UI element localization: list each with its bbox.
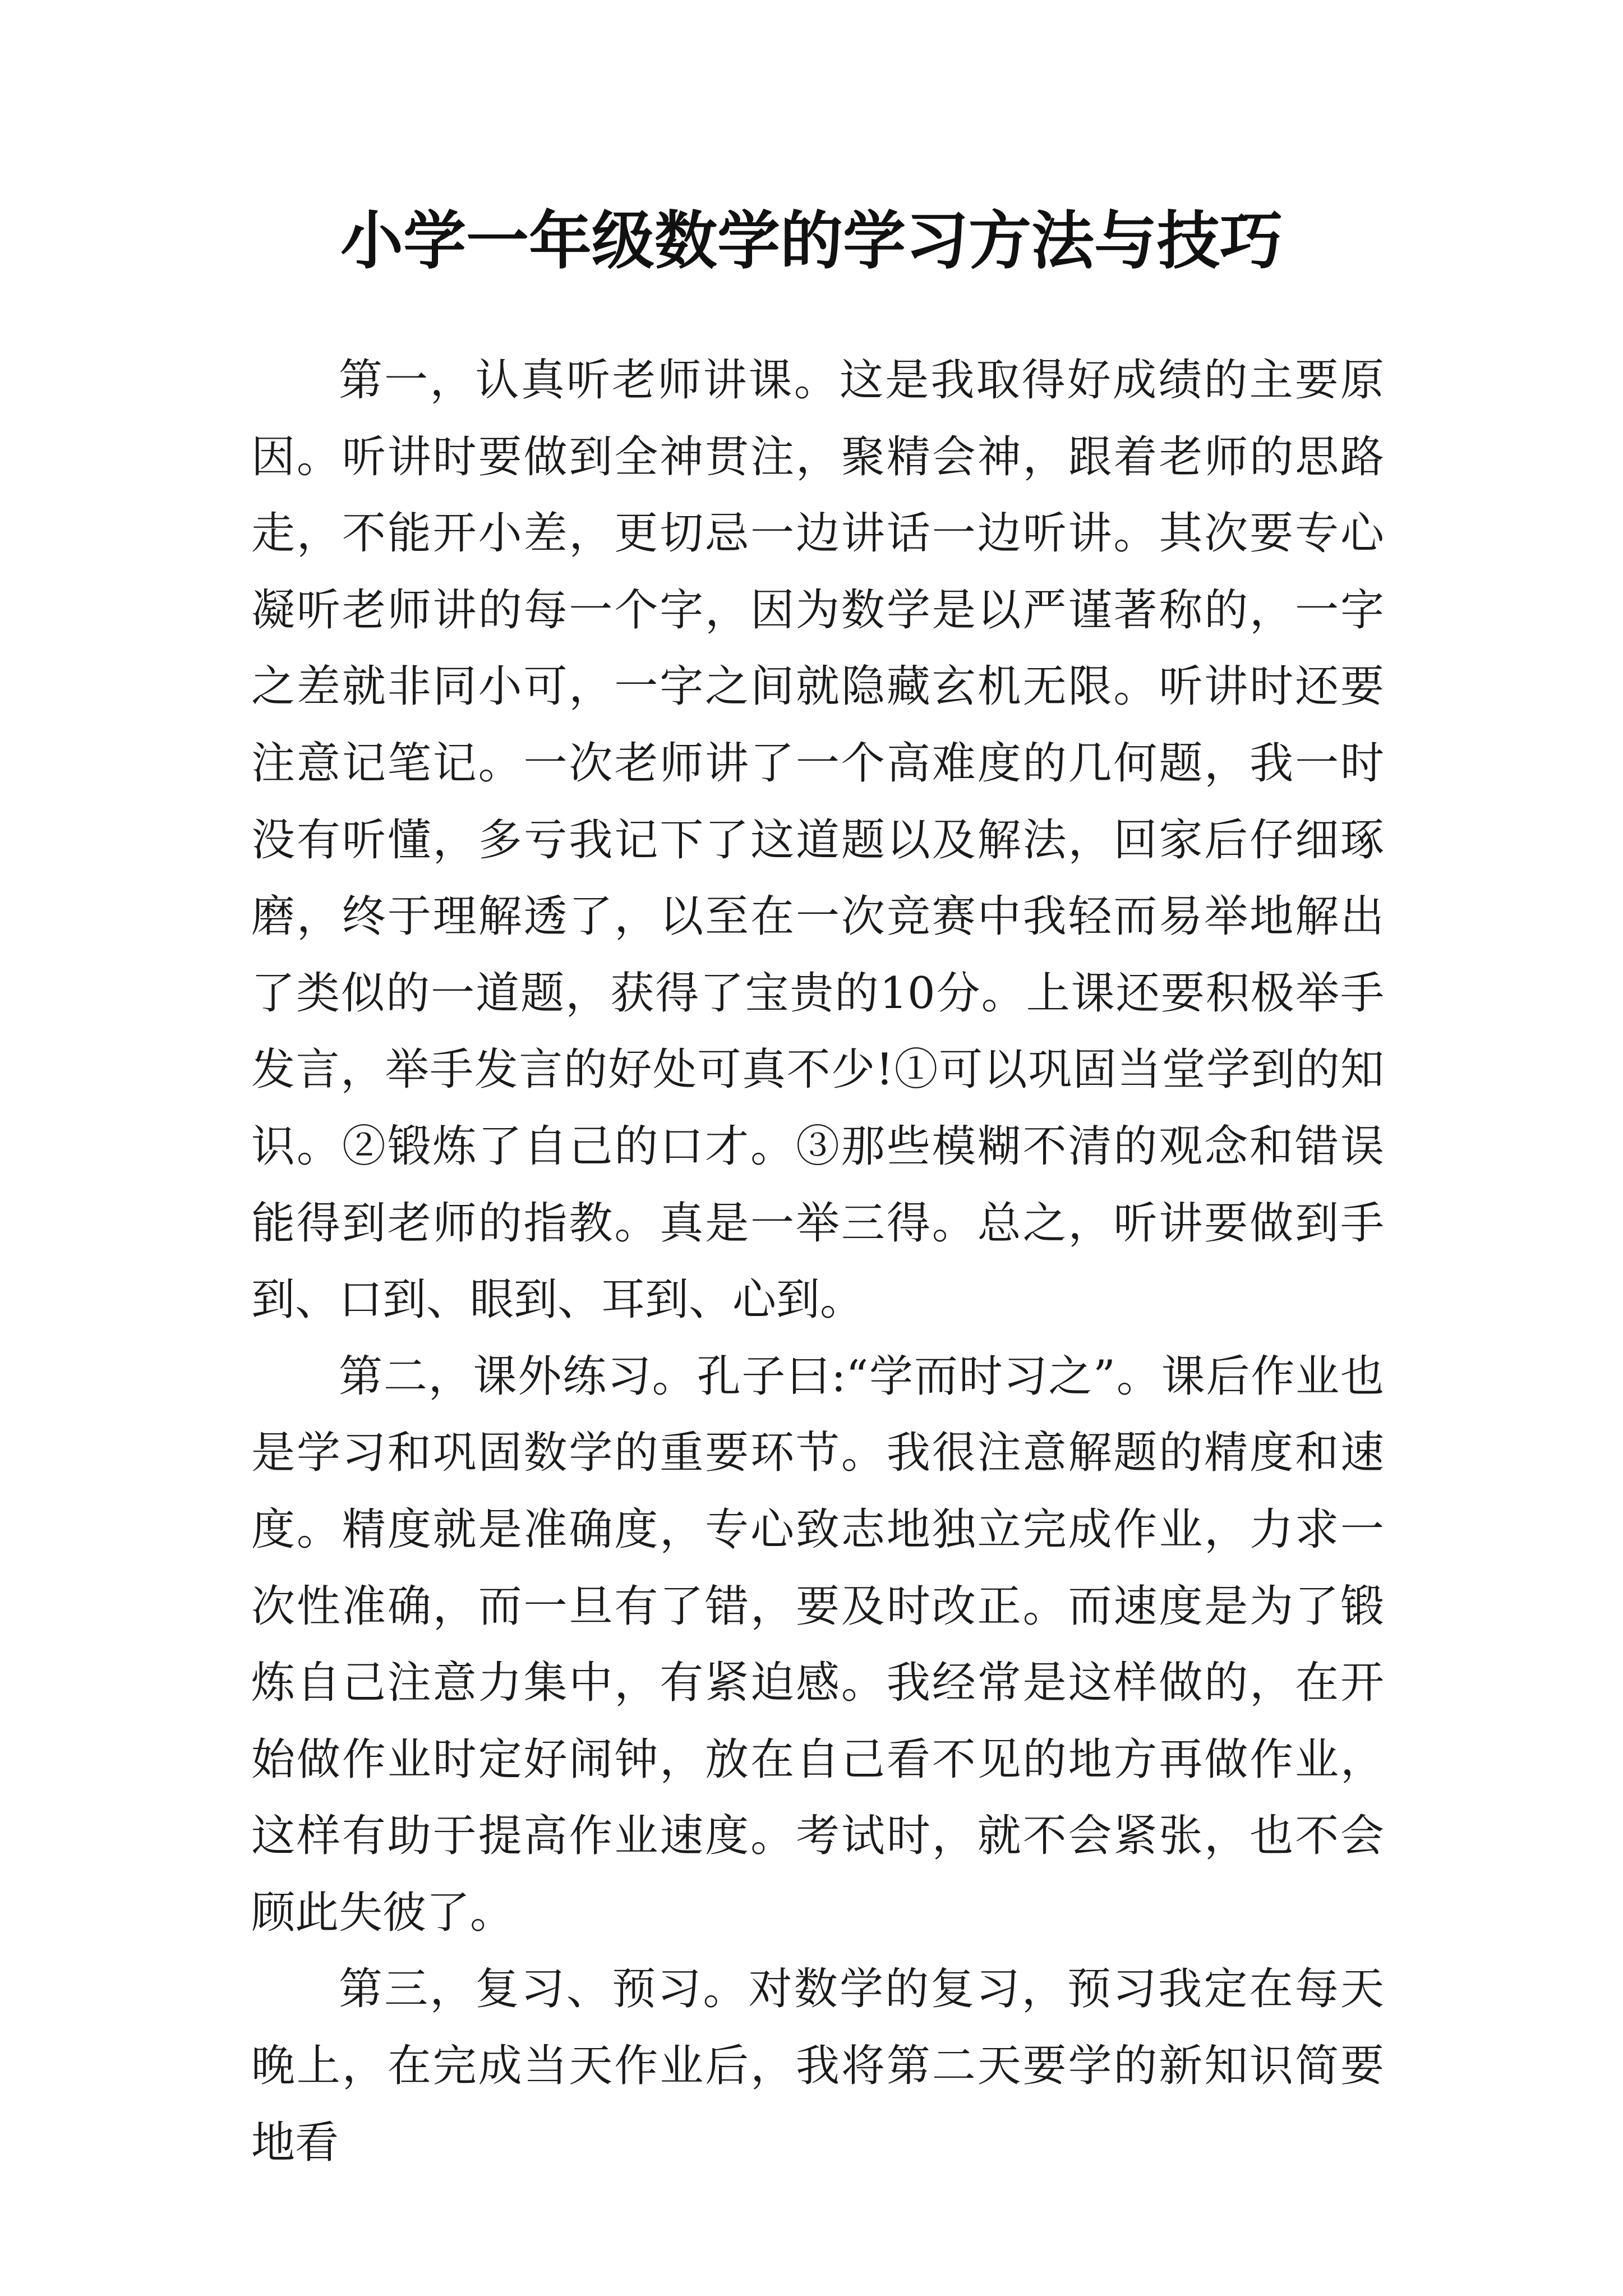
document-body (251, 342, 1384, 2181)
document-title: 小学一年级数学的学习方法与技巧 (340, 204, 1283, 278)
paragraph-2: 第二，课外练习。孔子曰:“学而时习之”。课后作业也是学习和巩固数学的重要环节。我很注意解题的精度和速度。精度就是准确度，专心致志地独立完成作业，力求一次性准确，而一旦有了错，要及时改正。而速度是为了锻炼自己注意力集中，有紧迫感。我经常是这样做的，在开始做作业时定好闹钟，放在自己看不见的地方再做作业，这样有助于提高作业速度。考试时，就不会紧张，也不会顾此失彼了。 (251, 1351, 1384, 1938)
paragraph-3: 第三，复习、预习。对数学的复习，预习我定在每天晚上，在完成当天作业后，我将第二天要学的新知识简要地看 (251, 1964, 1384, 2168)
paragraph-1: 第一，认真听老师讲课。这是我取得好成绩的主要原因。听讲时要做到全神贯注，聚精会神，跟着老师的思路走，不能开小差，更切忌一边讲话一边听讲。其次要专心凝听老师讲的每一个字，因为数学是以严谨著称的，一字之差就非同小可，一字之间就隐藏玄机无限。听讲时还要注意记笔记。一次老师讲了一个高难度的几何题，我一时没有听懂，多亏我记下了这道题以及解法，回家后仔细琢磨，终于理解透了，以至在一次竞赛中我轻而易举地解出了类似的一道题，获得了宝贵的10分。上课还要积极举手发言，举手发言的好处可真不少!①可以巩固当堂学到的知识。②锻炼了自己的口才。③那些模糊不清的观念和错误能得到老师的指教。真是一举三得。总之，听讲要做到手到、口到、眼到、耳到、心到。 (251, 355, 1384, 1326)
